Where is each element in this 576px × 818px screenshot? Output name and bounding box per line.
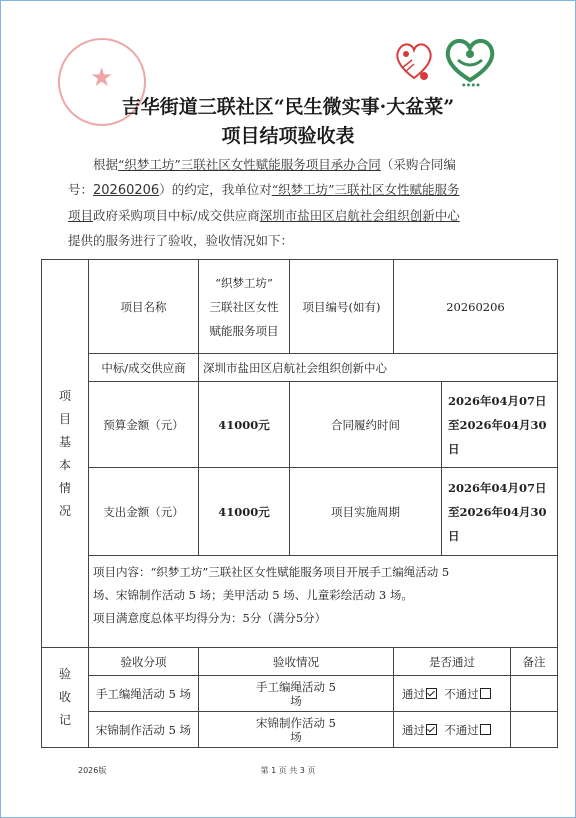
pass-check: 通过 不通过 — [394, 676, 511, 712]
column-header: 验收情况 — [199, 648, 394, 676]
table-row — [42, 676, 558, 712]
intro-text: 号： — [68, 182, 94, 197]
budget-value: 41000元 — [199, 382, 290, 468]
remark — [511, 712, 558, 748]
project-number-label: 项目编号(如有) — [290, 260, 394, 354]
intro-paragraph — [68, 152, 520, 253]
table-row — [42, 354, 558, 382]
acceptance-table — [41, 259, 558, 748]
project-name-inline: “织梦工坊”三联社区女性赋能服务 — [271, 182, 460, 197]
implementation-period-value: 2026年04月07日 至2026年04月30 日 — [442, 468, 558, 556]
contract-name: “织梦工坊”三联社区女性赋能服务项目承办合同 — [118, 157, 381, 172]
acceptance-status: 手工编绳活动 5 场 — [199, 676, 394, 712]
table-row — [42, 712, 558, 748]
seal-star-icon: ★ — [90, 63, 114, 93]
intro-text: ）的约定，我单位对 — [159, 182, 272, 197]
remark — [511, 676, 558, 712]
fail-checkbox[interactable] — [480, 688, 491, 699]
intro-text: 提供的服务进行了验收，验收情况如下： — [68, 233, 294, 248]
intro-text: 根据 — [93, 157, 119, 172]
fail-checkbox[interactable] — [480, 724, 491, 735]
intro-text: 政府采购项目中标/成交供应商 — [93, 208, 260, 223]
acceptance-status: 宋锦制作活动 5 场 — [199, 712, 394, 748]
project-content-line: 项目内容：“织梦工坊”三联社区女性赋能服务项目开展手工编绳活动 5 — [93, 565, 450, 579]
implementation-period-label: 项目实施周期 — [290, 468, 442, 556]
pass-checkbox[interactable] — [426, 688, 437, 699]
column-header: 验收分项 — [89, 648, 199, 676]
table-row — [42, 260, 558, 354]
budget-label: 预算金额（元） — [89, 382, 199, 468]
project-name-value: “织梦工坊” 三联社区女性 赋能服务项目 — [199, 260, 290, 354]
basic-info-section-label: 项 目 基 本 情 况 — [42, 260, 89, 648]
project-name-inline: 项目 — [68, 208, 94, 223]
party-heart-logo-icon — [392, 38, 436, 84]
project-number-value: 20260206 — [394, 260, 558, 354]
footer-version: 2026版 — [78, 766, 107, 775]
supplier-label: 中标/成交供应商 — [89, 354, 199, 382]
pass-check: 通过 不通过 — [394, 712, 511, 748]
table-row — [42, 468, 558, 556]
acceptance-item: 宋锦制作活动 5 场 — [89, 712, 199, 748]
logo-caption: ● ● ● ● — [462, 82, 480, 87]
contract-period-label: 合同履约时间 — [290, 382, 442, 468]
column-header: 是否通过 — [394, 648, 511, 676]
page-title-line2: 项目结项验收表 — [221, 125, 355, 147]
contract-period-value: 2026年04月07日 至2026年04月30 日 — [442, 382, 558, 468]
acceptance-item: 手工编绳活动 5 场 — [89, 676, 199, 712]
expense-label: 支出金额（元） — [89, 468, 199, 556]
community-heart-logo-icon — [440, 36, 500, 84]
table-row — [42, 556, 558, 648]
intro-text: （采购合同编 — [380, 157, 456, 172]
supplier-inline: 深圳市盐田区启航社会组织创新中心 — [259, 208, 460, 223]
table-row — [42, 648, 558, 676]
acceptance-section-label: 验 收 记 — [42, 648, 89, 748]
project-satisfaction: 项目满意度总体平均得分为：5分（满分5分） — [93, 611, 327, 625]
column-header: 备注 — [511, 648, 558, 676]
supplier-value: 深圳市盐田区启航社会组织创新中心 — [199, 354, 558, 382]
expense-value: 41000元 — [199, 468, 290, 556]
page-title-line1: 吉华街道三联社区“民生微实事·大盆菜” — [121, 96, 455, 118]
footer-page-number: 第 1 页 共 3 页 — [260, 766, 316, 775]
contract-number: 20260206 — [93, 183, 160, 198]
pass-checkbox[interactable] — [426, 724, 437, 735]
project-content — [89, 556, 558, 648]
table-row — [42, 382, 558, 468]
project-name-label: 项目名称 — [89, 260, 199, 354]
project-content-line: 场、宋锦制作活动 5 场；美甲活动 5 场、儿童彩绘活动 3 场。 — [93, 588, 413, 602]
